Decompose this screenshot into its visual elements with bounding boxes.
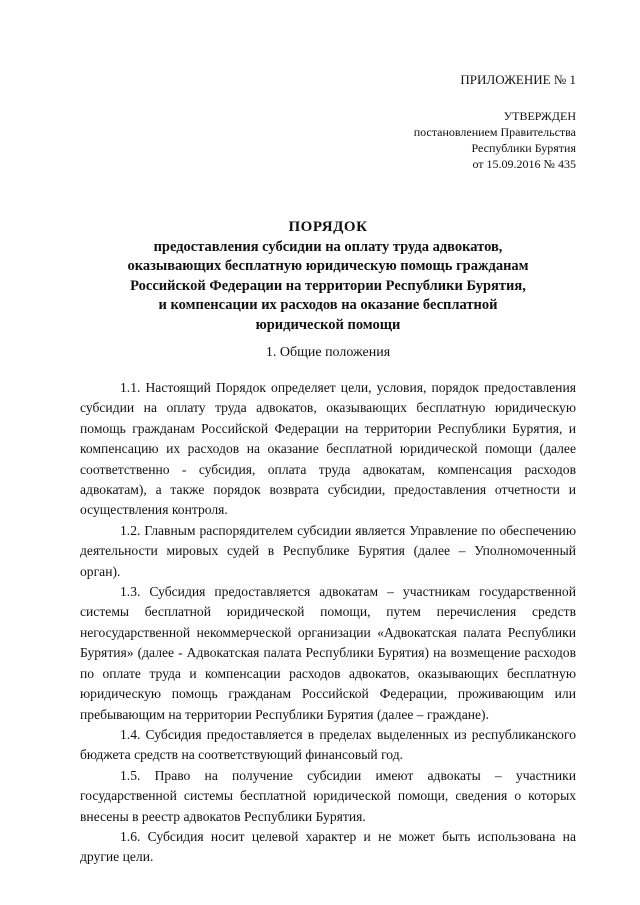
title-line: Российской Федерации на территории Республики Бурятия, [130,277,526,294]
approved-by-line-2: Республики Бурятия [471,141,576,155]
approved-by-line-1: постановлением Правительства [413,125,576,139]
paragraph: 1.2. Главным распорядителем субсидии является Управление по обеспечению деятельности мировых судей в Республике Бурятия (далее – Уполномоченный орган). [80,522,576,579]
appendix-label: ПРИЛОЖЕНИЕ № 1 [460,72,576,87]
approval-stamp-block [300,108,576,172]
title-line: оказывающих бесплатную юридическую помощь гражданам [127,258,529,274]
section-body [80,378,576,868]
title-line: и компенсации их расходов на оказание бесплатной [158,297,498,313]
title-line: предоставления субсидии на оплату труда адвокатов, [153,238,503,255]
section-heading: 1. Общие положения [265,345,391,360]
paragraph: 1.1. Настоящий Порядок определяет цели, условия, порядок предоставления субсидии на оплату труда адвокатов, оказывающих бесплатную юридическую помощь гражданам Российской Федерации на территории Республики Бурятия, и компенсацию их расходов на оказание бесплатной юридической помощи (далее соответственно - субсидия, оплата труда адвокатам, компенсация расходов адвокатам), а также порядок возврата субсидии, предоставления отчетности и осуществления контроля. [80,380,576,518]
paragraph: 1.6. Субсидия носит целевой характер и не может быть использована на другие цели. [80,828,576,865]
paragraph: 1.5. Право на получение субсидии имеют адвокаты – участники государственной системы бесплатной юридической помощи, сведения о которых внесены в реестр адвокатов Республики Бурятия. [80,767,576,824]
paragraph: 1.3. Субсидия предоставляется адвокатам – участникам государственной системы бесплатной юридической помощи, путем перечисления средств негосударственной некоммерческой организации «Адвокатская палата Республики Бурятия» (далее - Адвокатская палата Республики Бурятия) на возмещение расходов по оплате труда и компенсации расходов адвокатов, оказывающих бесплатную юридическую помощь гражданам Российской Федерации, проживающим или пребывающим на территории Республики Бурятия (далее – граждане). [80,584,576,722]
title-line: юридической помощи [255,316,401,333]
approved-date: от 15.09.2016 № 435 [472,157,576,171]
document-title-block [80,218,576,335]
paragraph: 1.4. Субсидия предоставляется в пределах выделенных из республиканского бюджета средств на соответствующий финансовый год. [80,726,576,763]
approved-label: УТВЕРЖДЕН [503,109,576,123]
document-title: ПОРЯДОК [288,219,368,235]
